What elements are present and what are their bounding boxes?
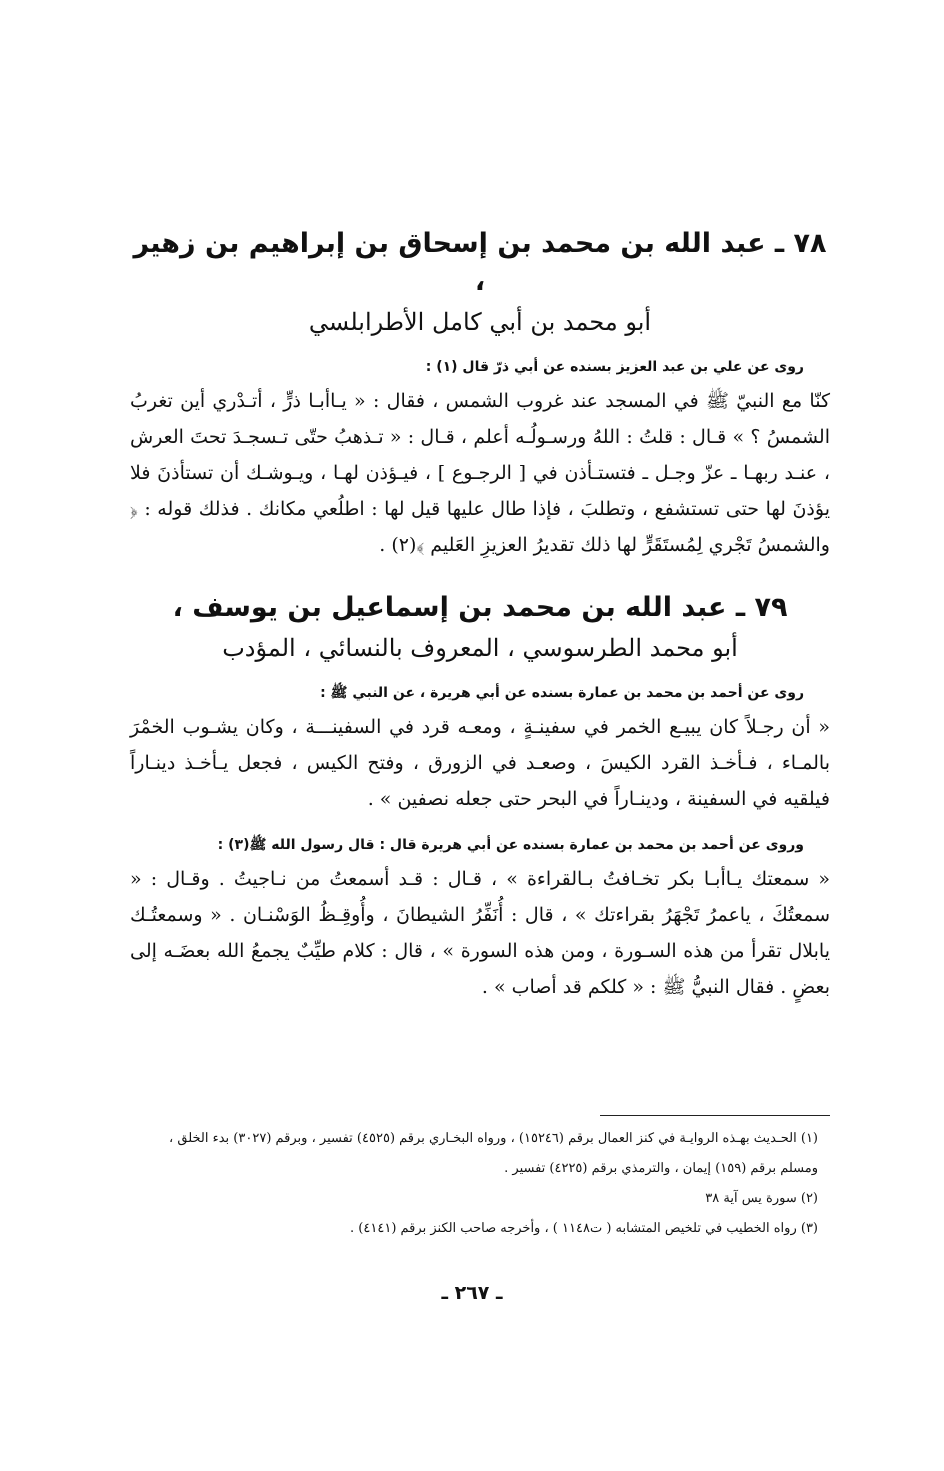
entry-79-text-2: « سمعتك يـاأبـا بكر تخـافتُ بـالقراءة » ، قـال : قـد أسمعتُ من نـاجيتُ . وقـال : « سمعتُكَ ، ياعمرُ تَجْهَرُ بقراءتك » ، قال : أُنَفِّرُ الشيطانَ ، وأُوقِـظُ الوَسْنـان . « وسمعتُـك يابلال تقرأ من هذه السـورة ، ومن هذه السورة » ، قال : كلام طيِّبٌ يجمعُ الله بعضَـه إلى بعضٍ . فقال النبيُّ ﷺ : « كلكم قد أصاب » . — [130, 868, 830, 998]
entry-78-subheading: أبو محمد بن أبي كامل الأطرابلسي — [308, 308, 652, 336]
entry-78-heading: ٧٨ ـ عبد الله بن محمد بن إسحاق بن إبراهيم بن زهير ، — [133, 228, 827, 297]
footnote-2: (٢) سورة يس آية ٣٨ — [705, 1191, 818, 1206]
entry-79-heading: ٧٩ ـ عبد الله بن محمد بن إسماعيل بن يوسف ، — [172, 592, 788, 623]
entry-79-narration-2: وروى عن أحمد بن محمد بن عمارة بسنده عن أبي هريرة قال : قال رسول الله ﷺ(٣) : — [217, 837, 804, 853]
footnotes — [130, 1124, 830, 1244]
entry-78-text: كنّا مع النبيّ ﷺ في المسجد عند غروب الشمس ، فقال : « يـاأبـا ذرٍّ ، أتـدْري أين تغربُ الشمسُ ؟ » قـال : قلتُ : اللهُ ورسـولُـه أعلم ، قـال : « تـذهبُ حتّى تـسجـدَ تحتَ العرش ، عنـد ربهـا ـ عزّ وجـل ـ فتستـأذن في [ الرجـوع ] ، فيـؤذن لهـا ، ويـوشـك أن تستأذنَ فلا يؤذنَ لها حتى تستشفع ، وتطلبَ ، فإذا طال عليها قيل لها : اطلُعي مكانك . فذلك قوله : ﴿ والشمسُ تَجْري لِمُستَقَرٍّ لها ذلك تقديرُ العزيزِ العَليم ﴾(٢) . — [130, 390, 830, 556]
paragraph-gap — [130, 817, 830, 829]
entry-79-text-1: « أن رجـلاً كان يبيـع الخمر في سفينـةٍ ، ومعـه قرد في السفينـــة ، وكان يشـوب الخمْرَ بالمـاء ، فـأخـذ القرد الكيسَ ، وصعـد في الزورق ، وفتح الكيس ، فجعل يـأخـذ دينـاراً فيلقيه في السفينة ، ودينـاراً في البحر حتى جعله نصفين » . — [130, 716, 830, 810]
page-number: ـ ٢٦٧ ـ — [441, 1282, 503, 1304]
entry-79-narration-1: روى عن أحمد بن محمد بن عمارة بسنده عن أبي هريرة ، عن النبي ﷺ : — [320, 685, 804, 701]
page-body — [130, 225, 830, 1005]
entry-78-narration: روى عن علي بن عبد العزيز بسنده عن أبي ذرّ قال (١) : — [425, 359, 804, 375]
entry-79-subheading: أبو محمد الطرسوسي ، المعروف بالنسائي ، المؤدب — [222, 634, 738, 662]
footnote-1: (١) الحـديث بهـذه الروايـة في كنز العمال برقم (١٥٢٤٦) ، ورواه البخـاري برقم (٤٥٢٥) تفسير ، وبرقم (٣٠٢٧) بدء الخلق ، ومسلم برقم (١٥٩) إيمان ، والترمذي برقم (٤٢٢٥) تفسير . — [169, 1131, 818, 1176]
footnote-3: (٣) رواه الخطيب في تلخيص المتشابه ( ت١١٤٨ ) ، وأخرجه صاحب الكنز برقم (٤١٤١) . — [350, 1221, 818, 1236]
section-gap — [130, 563, 830, 589]
footnote-separator — [600, 1115, 830, 1116]
